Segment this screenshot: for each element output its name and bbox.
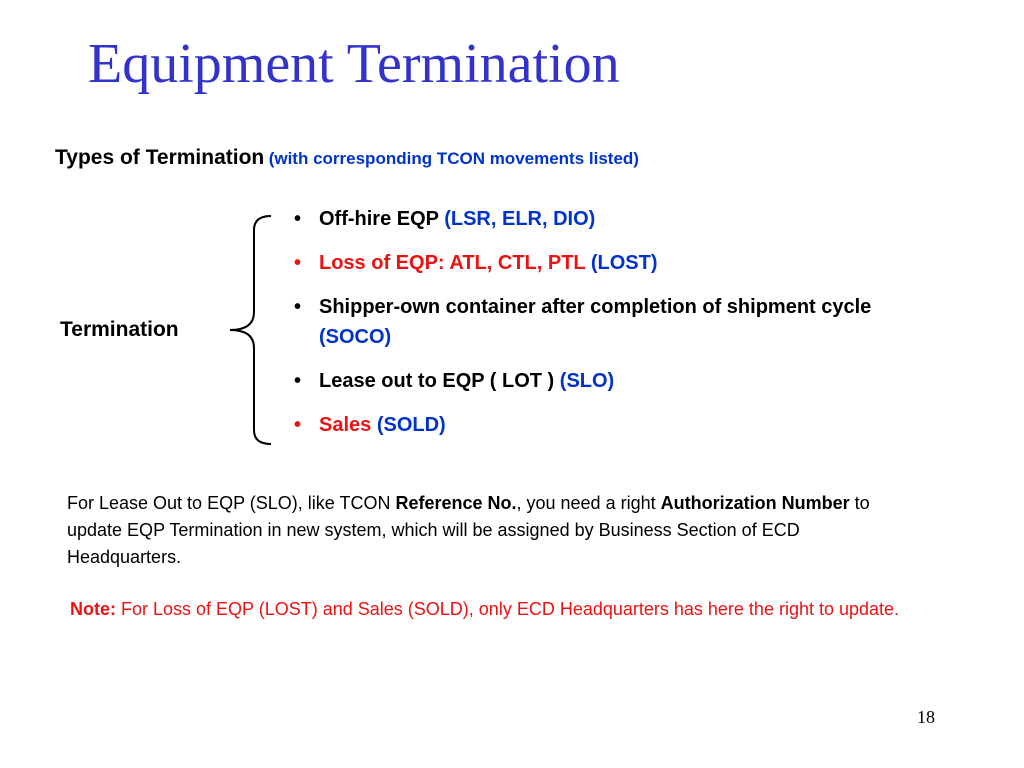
bullet-icon: • bbox=[294, 208, 302, 230]
list-item bbox=[294, 292, 894, 352]
item-text: Loss of EQP: ATL, CTL, PTL bbox=[319, 252, 586, 274]
item-text: Sales bbox=[319, 414, 372, 436]
slo-authorization-paragraph bbox=[67, 490, 897, 571]
item-text: Lease out to EQP ( LOT ) bbox=[319, 370, 555, 392]
bullet-icon: • bbox=[294, 296, 302, 318]
curly-brace-icon bbox=[226, 214, 276, 446]
bullet-icon: • bbox=[294, 414, 302, 436]
section-heading bbox=[55, 146, 639, 170]
section-heading-main: Types of Termination bbox=[55, 146, 265, 169]
section-heading-note: (with corresponding TCON movements listed) bbox=[268, 149, 639, 168]
authorization-number-term: Authorization Number bbox=[660, 493, 850, 513]
item-code: (LOST) bbox=[590, 252, 658, 274]
para-text-1: For Lease Out to EQP (SLO), like TCON bbox=[67, 493, 396, 513]
page-title: Equipment Termination bbox=[88, 33, 620, 95]
list-item bbox=[294, 410, 894, 440]
item-code: (SOLD) bbox=[376, 414, 446, 436]
bullet-icon: • bbox=[294, 370, 302, 392]
item-code: (SLO) bbox=[559, 370, 615, 392]
item-text: Off-hire EQP bbox=[319, 208, 439, 230]
item-text: Shipper-own container after completion of shipment cycle bbox=[319, 296, 872, 318]
para-text-2: , you need a right bbox=[516, 493, 661, 513]
reference-no-term: Reference No. bbox=[395, 493, 517, 513]
list-item bbox=[294, 366, 894, 396]
note-text: For Loss of EQP (LOST) and Sales (SOLD), only ECD Headquarters has here the right to update. bbox=[116, 599, 900, 619]
note-label: Note: bbox=[70, 599, 116, 619]
list-item bbox=[294, 204, 894, 234]
page-number: 18 bbox=[917, 707, 935, 727]
headquarters-note bbox=[70, 596, 900, 623]
list-item bbox=[294, 248, 894, 278]
item-code: (SOCO) bbox=[319, 326, 392, 348]
bullet-icon: • bbox=[294, 252, 302, 274]
item-code: (LSR, ELR, DIO) bbox=[444, 208, 596, 230]
termination-type-list bbox=[294, 204, 894, 454]
termination-label: Termination bbox=[60, 318, 179, 341]
para-text-3: to update EQP Termination in new system, which will be assigned by Business Section of ECD Headquarters. bbox=[67, 493, 870, 567]
